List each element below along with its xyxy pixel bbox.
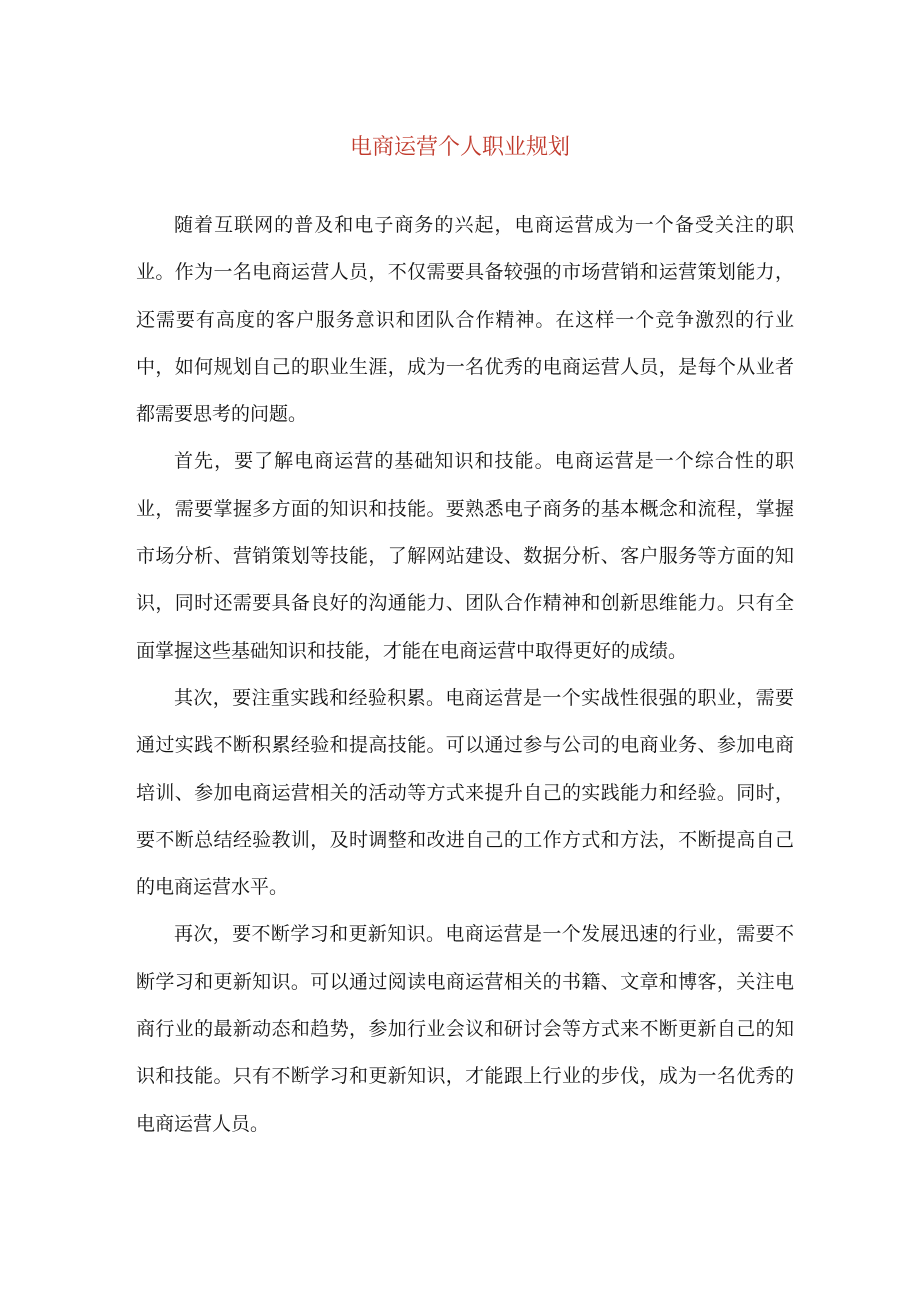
document-title: 电商运营个人职业规划 [349, 135, 570, 160]
paragraph-second: 其次，要注重实践和经验积累。电商运营是一个实战性很强的职业，需要通过实践不断积累经验和提高技能。可以通过参与公司的电商业务、参加电商培训、参加电商运营相关的活动等方式来提升自己的实践能力和经验。同时，要不断总结经验教训，及时调整和改进自己的工作方式和方法，不断提高自己的电商运营水平。 [136, 686, 794, 899]
paragraph-first: 首先，要了解电商运营的基础知识和技能。电商运营是一个综合性的职业，需要掌握多方面的知识和技能。要熟悉电子商务的基本概念和流程，掌握市场分析、营销策划等技能，了解网站建设、数据分析、客户服务等方面的知识，同时还需要具备良好的沟通能力、团队合作精神和创新思维能力。只有全面掌握这些基础知识和技能，才能在电商运营中取得更好的成绩。 [136, 450, 794, 662]
document-body [136, 202, 794, 1148]
paragraph-intro: 随着互联网的普及和电子商务的兴起，电商运营成为一个备受关注的职业。作为一名电商运营人员，不仅需要具备较强的市场营销和运营策划能力，还需要有高度的客户服务意识和团队合作精神。在这样一个竞争激烈的行业中，如何规划自己的职业生涯，成为一名优秀的电商运营人员，是每个从业者都需要思考的问题。 [136, 214, 794, 426]
paragraph-third: 再次，要不断学习和更新知识。电商运营是一个发展迅速的行业，需要不断学习和更新知识。可以通过阅读电商运营相关的书籍、文章和博客，关注电商行业的最新动态和趋势，参加行业会议和研讨会等方式来不断更新自己的知识和技能。只有不断学习和更新知识，才能跟上行业的步伐，成为一名优秀的电商运营人员。 [136, 923, 794, 1135]
